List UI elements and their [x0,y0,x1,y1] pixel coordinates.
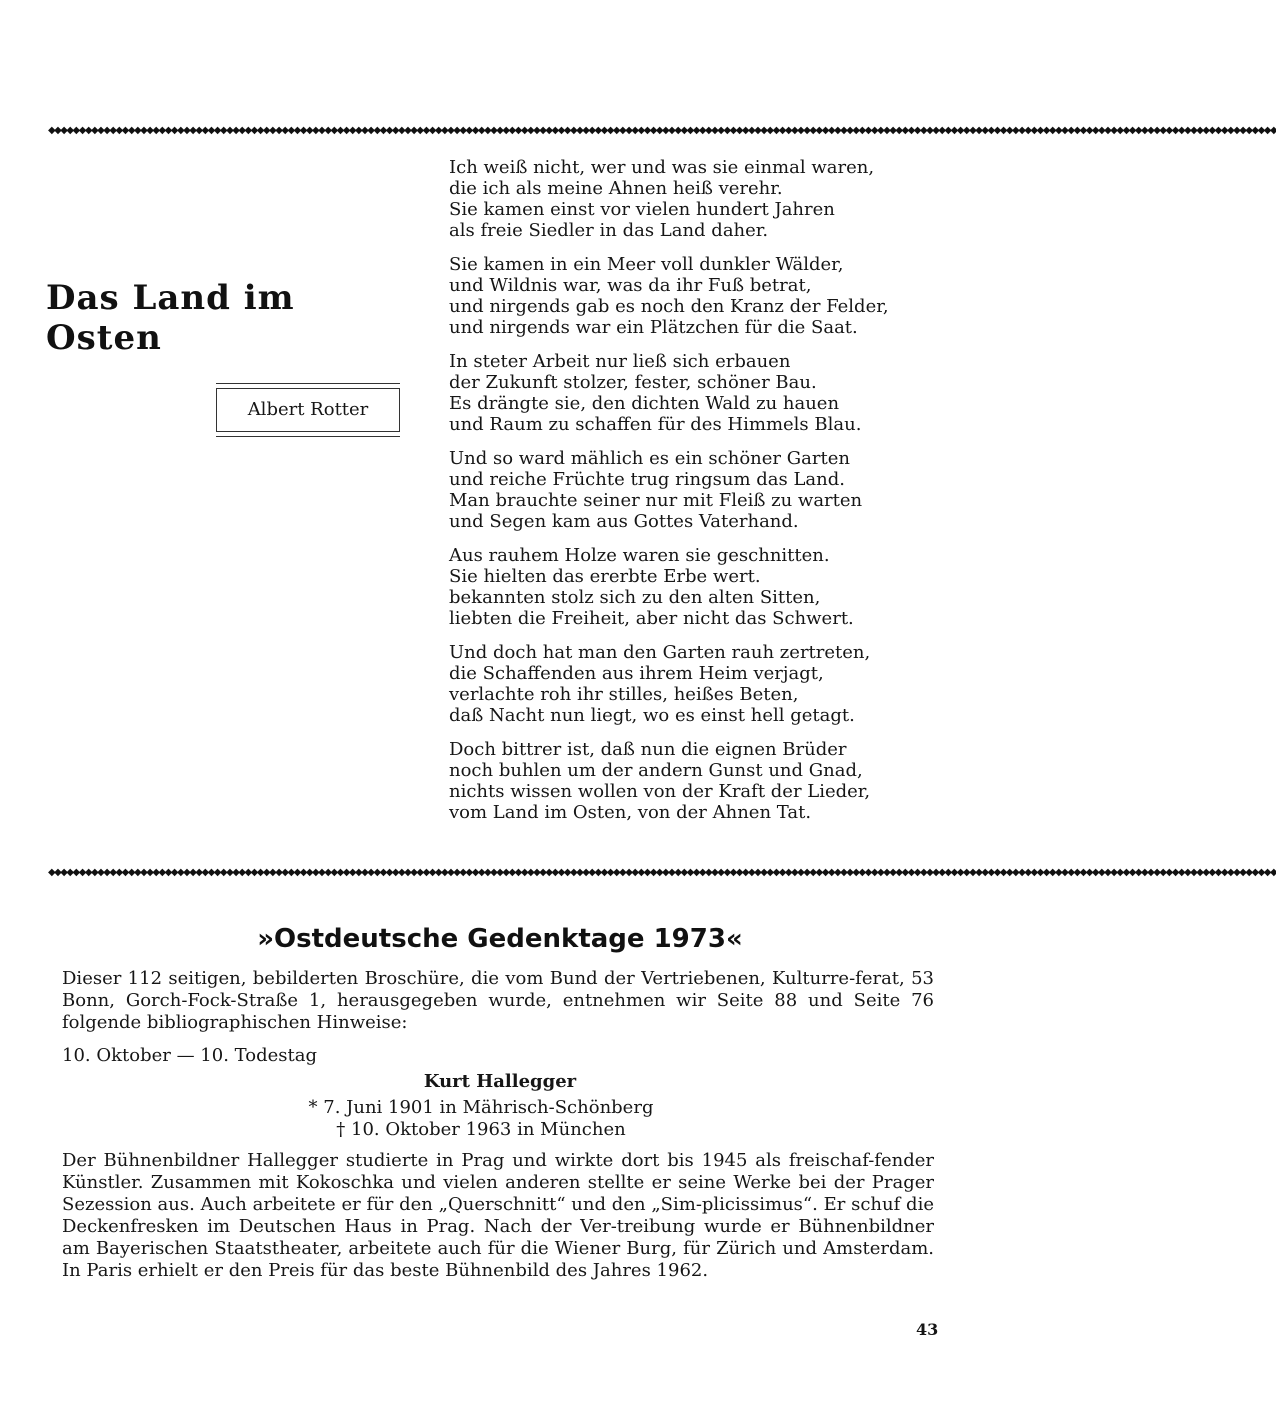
poem-line: der Zukunft stolzer, fester, schöner Bau. [449,372,817,393]
poem-line: Es drängte sie, den dichten Wald zu hauen [449,393,840,414]
death-line: † 10. Oktober 1963 in München [336,1119,626,1140]
poem-stanza [449,545,949,629]
poem-line: als freie Siedler in das Land daher. [449,220,769,241]
poem-stanza [449,448,949,532]
page-number: 43 [916,1320,939,1339]
poem-line: liebten die Freiheit, aber nicht das Schwert. [449,608,854,629]
poem-line: Man brauchte seiner nur mit Fleiß zu warten [449,490,863,511]
section-heading: »Ostdeutsche Gedenktage 1973« [257,924,743,954]
intro-paragraph: Dieser 112 seitigen, bebilderten Broschüre, die vom Bund der Vertriebenen, Kulturre-ferat, 53 Bonn, Gorch-Fock-Straße 1, herausgegeben wurde, entnehmen wir Seite 88 und Seite 76 folgende bibliographischen Hinweise: [62,968,934,1033]
poem-line: und Segen kam aus Gottes Vaterhand. [449,511,799,532]
birth-line: * 7. Juni 1901 in Mährisch-Schönberg [308,1097,654,1118]
poem-line: und reiche Früchte trug ringsum das Land. [449,469,845,490]
poem-stanza [449,739,949,823]
poem-line: daß Nacht nun liegt, wo es einst hell getagt. [449,705,855,726]
poem-line: Doch bittrer ist, daß nun die eignen Brüder [449,739,847,760]
poem-line: verlachte roh ihr stilles, heißes Beten, [449,684,799,705]
poem-body [449,157,949,836]
poem-stanza [449,642,949,726]
poem-line: die Schaffenden aus ihrem Heim verjagt, [449,663,824,684]
poem-line: Ich weiß nicht, wer und was sie einmal waren, [449,157,875,178]
date-line: 10. Oktober — 10. Todestag [62,1045,317,1066]
poem-line: bekannten stolz sich zu den alten Sitten, [449,587,821,608]
poem-stanza [449,157,949,241]
biography-paragraph: Der Bühnenbildner Hallegger studierte in Prag und wirkte dort bis 1945 als freischaf-fender Künstler. Zusammen mit Kokoschka und vielen anderen stellte er seine Werke bei der Prager Sezession aus. Auch arbeitete er für den „Querschnitt“ und den „Sim-plicissimus“. Er schuf die Deckenfresken im Deutschen Haus in Prag. Nach der Ver-treibung wurde er Bühnenbildner am Bayerischen Staatstheater, arbeitete auch für die Wiener Burg, für Zürich und Amsterdam. In Paris erhielt er den Preis für das beste Bühnenbild des Jahres 1962. [62,1150,934,1281]
poem-line: nichts wissen wollen von der Kraft der Lieder, [449,781,871,802]
poem-line: Sie kamen in ein Meer voll dunkler Wälder, [449,254,844,275]
top-diamond-rule: ◆◆◆◆◆◆◆◆◆◆◆◆◆◆◆◆◆◆◆◆◆◆◆◆◆◆◆◆◆◆◆◆◆◆◆◆◆◆◆◆◆◆◆◆◆◆◆◆◆◆◆◆◆◆◆◆◆◆◆◆◆◆◆◆◆◆◆◆◆◆◆◆◆◆◆◆◆◆◆◆◆◆◆◆◆◆◆◆◆◆◆◆◆◆◆◆◆◆◆◆◆◆◆◆◆◆◆◆◆◆◆◆◆◆◆◆◆◆◆◆◆◆◆◆◆◆◆◆◆◆◆◆◆◆◆◆◆◆◆◆◆◆◆◆◆◆◆◆◆◆◆◆◆◆◆◆◆◆◆◆◆◆◆◆◆◆◆◆◆◆◆◆◆◆◆◆◆◆◆◆◆◆◆◆◆◆◆◆◆◆◆◆◆◆◆◆◆◆◆◆ [48,125,1276,136]
person-name: Kurt Hallegger [423,1071,577,1092]
poem-line: Aus rauhem Holze waren sie geschnitten. [449,545,830,566]
poem-line: Sie hielten das ererbte Erbe wert. [449,566,761,587]
poem-line: Sie kamen einst vor vielen hundert Jahren [449,199,835,220]
poem-line: die ich als meine Ahnen heiß verehr. [449,178,783,199]
author-box [216,388,400,432]
poem-line: und Wildnis war, was da ihr Fuß betrat, [449,275,812,296]
poem-line: Und doch hat man den Garten rauh zertreten, [449,642,871,663]
poem-line: und Raum zu schaffen für des Himmels Blau. [449,414,862,435]
poem-line: und nirgends war ein Plätzchen für die Saat. [449,317,858,338]
poem-line: und nirgends gab es noch den Kranz der Felder, [449,296,889,317]
poem-title: Das Land im Osten [46,278,295,358]
middle-diamond-rule: ◆◆◆◆◆◆◆◆◆◆◆◆◆◆◆◆◆◆◆◆◆◆◆◆◆◆◆◆◆◆◆◆◆◆◆◆◆◆◆◆◆◆◆◆◆◆◆◆◆◆◆◆◆◆◆◆◆◆◆◆◆◆◆◆◆◆◆◆◆◆◆◆◆◆◆◆◆◆◆◆◆◆◆◆◆◆◆◆◆◆◆◆◆◆◆◆◆◆◆◆◆◆◆◆◆◆◆◆◆◆◆◆◆◆◆◆◆◆◆◆◆◆◆◆◆◆◆◆◆◆◆◆◆◆◆◆◆◆◆◆◆◆◆◆◆◆◆◆◆◆◆◆◆◆◆◆◆◆◆◆◆◆◆◆◆◆◆◆◆◆◆◆◆◆◆◆◆◆◆◆◆◆◆◆◆◆◆◆◆◆◆◆◆◆◆◆◆◆◆◆ [48,867,1276,878]
poem-line: vom Land im Osten, von der Ahnen Tat. [449,802,812,823]
author-name: Albert Rotter [247,399,369,420]
poem-line: In steter Arbeit nur ließ sich erbauen [449,351,791,372]
poem-line: Und so ward mählich es ein schöner Garten [449,448,850,469]
poem-line: noch buhlen um der andern Gunst und Gnad, [449,760,863,781]
poem-stanza [449,351,949,435]
poem-stanza [449,254,949,338]
